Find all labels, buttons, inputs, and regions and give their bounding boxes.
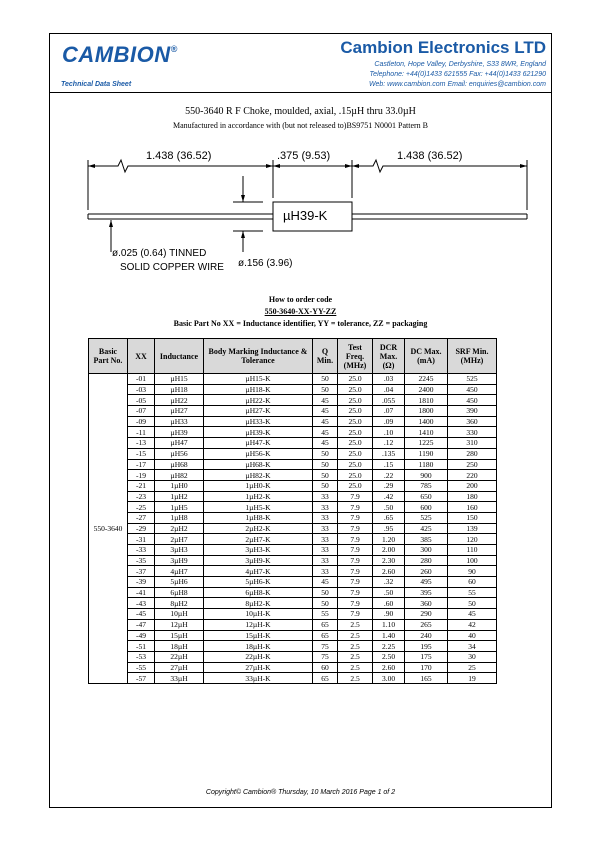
table-row bbox=[89, 577, 497, 588]
table-cell: µH47-K bbox=[204, 438, 313, 449]
table-cell: -51 bbox=[128, 641, 155, 652]
table-cell: 18µH-K bbox=[204, 641, 313, 652]
table-cell: 90 bbox=[448, 566, 497, 577]
table-row bbox=[89, 534, 497, 545]
table-cell: .95 bbox=[373, 523, 405, 534]
col-xx: XX bbox=[128, 339, 155, 374]
table-cell: 1µH8 bbox=[155, 512, 204, 523]
table-cell: 120 bbox=[448, 534, 497, 545]
table-cell: 2.60 bbox=[373, 566, 405, 577]
table-cell: 50 bbox=[313, 459, 338, 470]
table-cell: 25.0 bbox=[338, 406, 373, 417]
table-cell: 2.5 bbox=[338, 673, 373, 684]
table-cell: 33 bbox=[313, 566, 338, 577]
table-cell: 75 bbox=[313, 651, 338, 662]
table-row bbox=[89, 406, 497, 417]
table-cell: -13 bbox=[128, 438, 155, 449]
table-cell: 25.0 bbox=[338, 416, 373, 427]
table-cell: -25 bbox=[128, 502, 155, 513]
page-footer: Copyright© Cambion® Thursday, 10 March 2016 Page 1 of 2 bbox=[205, 789, 396, 796]
table-cell: 425 bbox=[405, 523, 448, 534]
table-cell: 280 bbox=[448, 448, 497, 459]
table-cell: 2µH7-K bbox=[204, 534, 313, 545]
table-cell: 19 bbox=[448, 673, 497, 684]
table-cell: 330 bbox=[448, 427, 497, 438]
table-cell: -43 bbox=[128, 598, 155, 609]
table-row bbox=[89, 512, 497, 523]
lead-length-right: 1.438 (36.52) bbox=[397, 150, 463, 162]
table-cell: 25 bbox=[448, 662, 497, 673]
table-cell: 1800 bbox=[405, 406, 448, 417]
table-cell: 785 bbox=[405, 480, 448, 491]
table-row bbox=[89, 427, 497, 438]
body-length: .375 (9.53) bbox=[277, 150, 331, 162]
table-cell: .10 bbox=[373, 427, 405, 438]
table-cell: 2.5 bbox=[338, 662, 373, 673]
table-cell: 42 bbox=[448, 619, 497, 630]
table-cell: 30 bbox=[448, 651, 497, 662]
table-cell: 27µH bbox=[155, 662, 204, 673]
table-row bbox=[89, 619, 497, 630]
table-header-row bbox=[89, 339, 497, 374]
table-cell: -39 bbox=[128, 577, 155, 588]
table-cell: -01 bbox=[128, 374, 155, 385]
sheet-label: Technical Data Sheet bbox=[61, 81, 132, 88]
table-cell: .03 bbox=[373, 374, 405, 385]
table-cell: 2µH2-K bbox=[204, 523, 313, 534]
col-dcr: DCR Max. (Ω) bbox=[373, 339, 405, 374]
table-cell: 45 bbox=[313, 395, 338, 406]
table-cell: 10µH-K bbox=[204, 609, 313, 620]
table-cell: .055 bbox=[373, 395, 405, 406]
table-cell: 139 bbox=[448, 523, 497, 534]
table-cell: 25.0 bbox=[338, 374, 373, 385]
table-cell: 33µH bbox=[155, 673, 204, 684]
table-row bbox=[89, 662, 497, 673]
table-cell: 50 bbox=[313, 587, 338, 598]
table-cell: 45 bbox=[313, 406, 338, 417]
table-cell: 7.9 bbox=[338, 555, 373, 566]
table-cell: .42 bbox=[373, 491, 405, 502]
table-cell: 50 bbox=[448, 598, 497, 609]
table-cell: -47 bbox=[128, 619, 155, 630]
table-cell: 1.10 bbox=[373, 619, 405, 630]
table-cell: 25.0 bbox=[338, 470, 373, 481]
table-row bbox=[89, 459, 497, 470]
table-cell: 2µH7 bbox=[155, 534, 204, 545]
table-cell: 2.5 bbox=[338, 651, 373, 662]
table-cell: 45 bbox=[313, 577, 338, 588]
table-cell: 25.0 bbox=[338, 384, 373, 395]
table-row bbox=[89, 673, 497, 684]
table-cell: -35 bbox=[128, 555, 155, 566]
table-cell: 7.9 bbox=[338, 566, 373, 577]
table-cell: 22µH bbox=[155, 651, 204, 662]
table-cell: 525 bbox=[405, 512, 448, 523]
body-diameter: ø.156 (3.96) bbox=[238, 258, 293, 269]
table-cell: µH22-K bbox=[204, 395, 313, 406]
table-cell: 600 bbox=[405, 502, 448, 513]
table-row bbox=[89, 480, 497, 491]
table-row bbox=[89, 555, 497, 566]
table-cell: 1µH2-K bbox=[204, 491, 313, 502]
table-cell: 2.60 bbox=[373, 662, 405, 673]
table-cell: 15µH bbox=[155, 630, 204, 641]
table-cell: 50 bbox=[313, 448, 338, 459]
order-code: 550-3640-XX-YY-ZZ bbox=[264, 307, 337, 316]
table-cell: 8µH2-K bbox=[204, 598, 313, 609]
table-cell: 25.0 bbox=[338, 438, 373, 449]
table-cell: 3µH9-K bbox=[204, 555, 313, 566]
table-row bbox=[89, 470, 497, 481]
table-cell: .29 bbox=[373, 480, 405, 491]
table-cell: 25.0 bbox=[338, 427, 373, 438]
address-line: Castleton, Hope Valley, Derbyshire, S33 8WR, England bbox=[374, 61, 546, 68]
table-cell: 50 bbox=[313, 598, 338, 609]
col-inductance: Inductance bbox=[155, 339, 204, 374]
table-cell: 33 bbox=[313, 545, 338, 556]
order-heading: How to order code bbox=[268, 295, 333, 304]
table-cell: -19 bbox=[128, 470, 155, 481]
table-cell: .22 bbox=[373, 470, 405, 481]
table-cell: 1µH0 bbox=[155, 480, 204, 491]
table-cell: 10µH bbox=[155, 609, 204, 620]
table-cell: -11 bbox=[128, 427, 155, 438]
table-cell: µH82-K bbox=[204, 470, 313, 481]
table-cell: 1190 bbox=[405, 448, 448, 459]
table-cell: µH27-K bbox=[204, 406, 313, 417]
table-cell: 33 bbox=[313, 523, 338, 534]
table-row bbox=[89, 374, 497, 385]
table-cell: µH27 bbox=[155, 406, 204, 417]
table-cell: 175 bbox=[405, 651, 448, 662]
table-cell: 50 bbox=[313, 480, 338, 491]
table-cell: 395 bbox=[405, 587, 448, 598]
table-cell: 7.9 bbox=[338, 534, 373, 545]
web-line: Web: www.cambion.com Email: enquiries@cambion.com bbox=[369, 81, 546, 88]
table-cell: -31 bbox=[128, 534, 155, 545]
page-subtitle: Manufactured in accordance with (but not released to)BS9751 N0001 Pattern B bbox=[172, 121, 429, 130]
table-row bbox=[89, 545, 497, 556]
table-cell: 7.9 bbox=[338, 502, 373, 513]
table-cell: 2400 bbox=[405, 384, 448, 395]
table-cell: 7.9 bbox=[338, 577, 373, 588]
table-cell: µH39 bbox=[155, 427, 204, 438]
table-cell: .12 bbox=[373, 438, 405, 449]
table-cell: -15 bbox=[128, 448, 155, 459]
table-cell: 2.5 bbox=[338, 641, 373, 652]
table-cell: 200 bbox=[448, 480, 497, 491]
cambion-logo: CAMBION® bbox=[62, 42, 178, 67]
table-cell: 160 bbox=[448, 502, 497, 513]
table-cell: 33 bbox=[313, 512, 338, 523]
table-cell: 3µH3 bbox=[155, 545, 204, 556]
table-cell: 65 bbox=[313, 630, 338, 641]
table-cell: 55 bbox=[448, 587, 497, 598]
basic-part-cell: 550-3640 bbox=[89, 374, 128, 684]
table-cell: 1µH5-K bbox=[204, 502, 313, 513]
table-row bbox=[89, 609, 497, 620]
table-cell: .32 bbox=[373, 577, 405, 588]
table-cell: µH22 bbox=[155, 395, 204, 406]
parts-table bbox=[88, 338, 497, 684]
table-cell: 360 bbox=[448, 416, 497, 427]
table-cell: 4µH7 bbox=[155, 566, 204, 577]
order-explain: Basic Part No XX = Inductance identifier, YY = tolerance, ZZ = packaging bbox=[173, 319, 428, 328]
table-cell: 250 bbox=[448, 459, 497, 470]
table-cell: 260 bbox=[405, 566, 448, 577]
table-cell: 1400 bbox=[405, 416, 448, 427]
company-name: Cambion Electronics LTD bbox=[340, 38, 546, 57]
table-cell: 50 bbox=[313, 384, 338, 395]
page-title: 550-3640 R F Choke, moulded, axial, .15µH thru 33.0µH bbox=[185, 106, 416, 117]
table-cell: 1µH2 bbox=[155, 491, 204, 502]
table-cell: 7.9 bbox=[338, 523, 373, 534]
table-cell: -49 bbox=[128, 630, 155, 641]
table-row bbox=[89, 502, 497, 513]
table-row bbox=[89, 448, 497, 459]
table-cell: 2.5 bbox=[338, 619, 373, 630]
table-cell: -27 bbox=[128, 512, 155, 523]
table-cell: 2.25 bbox=[373, 641, 405, 652]
table-cell: -37 bbox=[128, 566, 155, 577]
table-cell: 6µH8 bbox=[155, 587, 204, 598]
table-cell: 25.0 bbox=[338, 448, 373, 459]
wire-spec-line1: ø.025 (0.64) TINNED bbox=[112, 248, 207, 259]
table-cell: 6µH8-K bbox=[204, 587, 313, 598]
table-cell: -03 bbox=[128, 384, 155, 395]
table-cell: 34 bbox=[448, 641, 497, 652]
table-cell: 385 bbox=[405, 534, 448, 545]
table-cell: -29 bbox=[128, 523, 155, 534]
table-cell: 1180 bbox=[405, 459, 448, 470]
table-row bbox=[89, 416, 497, 427]
table-cell: 12µH-K bbox=[204, 619, 313, 630]
table-cell: 150 bbox=[448, 512, 497, 523]
table-cell: 900 bbox=[405, 470, 448, 481]
table-cell: -33 bbox=[128, 545, 155, 556]
table-cell: 22µH-K bbox=[204, 651, 313, 662]
table-cell: 1µH0-K bbox=[204, 480, 313, 491]
table-cell: .15 bbox=[373, 459, 405, 470]
table-cell: .50 bbox=[373, 502, 405, 513]
table-row bbox=[89, 438, 497, 449]
table-row bbox=[89, 598, 497, 609]
table-cell: 45 bbox=[313, 416, 338, 427]
table-row bbox=[89, 641, 497, 652]
table-cell: 50 bbox=[313, 470, 338, 481]
table-cell: µH33 bbox=[155, 416, 204, 427]
table-cell: 390 bbox=[448, 406, 497, 417]
table-cell: 7.9 bbox=[338, 545, 373, 556]
table-cell: 60 bbox=[448, 577, 497, 588]
table-cell: 12µH bbox=[155, 619, 204, 630]
table-cell: .65 bbox=[373, 512, 405, 523]
table-cell: 2.30 bbox=[373, 555, 405, 566]
table-cell: µH33-K bbox=[204, 416, 313, 427]
table-cell: µH39-K bbox=[204, 427, 313, 438]
table-cell: 7.9 bbox=[338, 491, 373, 502]
wire-spec-line2: SOLID COPPER WIRE bbox=[120, 262, 224, 273]
col-dc-max: DC Max. (mA) bbox=[405, 339, 448, 374]
table-cell: 180 bbox=[448, 491, 497, 502]
table-cell: 290 bbox=[405, 609, 448, 620]
table-cell: 7.9 bbox=[338, 587, 373, 598]
table-cell: .09 bbox=[373, 416, 405, 427]
table-row bbox=[89, 630, 497, 641]
table-cell: µH68 bbox=[155, 459, 204, 470]
phone-line: Telephone: +44(0)1433 621555 Fax: +44(0)1433 621290 bbox=[369, 71, 546, 78]
table-row bbox=[89, 566, 497, 577]
table-cell: 4µH7-K bbox=[204, 566, 313, 577]
table-cell: 170 bbox=[405, 662, 448, 673]
table-cell: -05 bbox=[128, 395, 155, 406]
table-cell: 650 bbox=[405, 491, 448, 502]
table-cell: 7.9 bbox=[338, 512, 373, 523]
table-cell: 450 bbox=[448, 395, 497, 406]
table-cell: .04 bbox=[373, 384, 405, 395]
table-cell: -57 bbox=[128, 673, 155, 684]
table-cell: -09 bbox=[128, 416, 155, 427]
table-cell: 27µH-K bbox=[204, 662, 313, 673]
table-cell: 7.9 bbox=[338, 609, 373, 620]
table-cell: 45 bbox=[448, 609, 497, 620]
table-cell: 2.00 bbox=[373, 545, 405, 556]
table-cell: µH56 bbox=[155, 448, 204, 459]
table-cell: 25.0 bbox=[338, 459, 373, 470]
table-cell: 60 bbox=[313, 662, 338, 673]
table-cell: 33 bbox=[313, 534, 338, 545]
table-cell: 5µH6-K bbox=[204, 577, 313, 588]
table-cell: 8µH2 bbox=[155, 598, 204, 609]
table-cell: 33 bbox=[313, 502, 338, 513]
table-cell: µH18-K bbox=[204, 384, 313, 395]
table-cell: .07 bbox=[373, 406, 405, 417]
table-cell: 33 bbox=[313, 491, 338, 502]
table-cell: 2µH2 bbox=[155, 523, 204, 534]
table-cell: .50 bbox=[373, 587, 405, 598]
table-cell: -21 bbox=[128, 480, 155, 491]
table-cell: µH56-K bbox=[204, 448, 313, 459]
table-cell: 240 bbox=[405, 630, 448, 641]
table-cell: -55 bbox=[128, 662, 155, 673]
table-cell: 3µH9 bbox=[155, 555, 204, 566]
table-row bbox=[89, 523, 497, 534]
table-cell: 18µH bbox=[155, 641, 204, 652]
table-row bbox=[89, 384, 497, 395]
table-cell: µH15 bbox=[155, 374, 204, 385]
table-cell: 360 bbox=[405, 598, 448, 609]
body-marking: µH39-K bbox=[283, 208, 328, 223]
table-cell: 2.50 bbox=[373, 651, 405, 662]
table-row bbox=[89, 651, 497, 662]
table-cell: -41 bbox=[128, 587, 155, 598]
table-cell: 45 bbox=[313, 427, 338, 438]
table-cell: 2.5 bbox=[338, 630, 373, 641]
table-cell: 40 bbox=[448, 630, 497, 641]
table-cell: 310 bbox=[448, 438, 497, 449]
table-cell: 15µH-K bbox=[204, 630, 313, 641]
table-cell: 50 bbox=[313, 374, 338, 385]
table-cell: .60 bbox=[373, 598, 405, 609]
table-cell: -23 bbox=[128, 491, 155, 502]
table-cell: µH18 bbox=[155, 384, 204, 395]
table-cell: 100 bbox=[448, 555, 497, 566]
col-test-freq: Test Freq. (MHz) bbox=[338, 339, 373, 374]
table-cell: 25.0 bbox=[338, 480, 373, 491]
table-row bbox=[89, 395, 497, 406]
table-cell: 55 bbox=[313, 609, 338, 620]
col-basic-part: Basic Part No. bbox=[89, 339, 128, 374]
table-cell: 165 bbox=[405, 673, 448, 684]
table-cell: 1225 bbox=[405, 438, 448, 449]
lead-length-left: 1.438 (36.52) bbox=[146, 150, 212, 162]
col-srf: SRF Min. (MHz) bbox=[448, 339, 497, 374]
table-cell: 25.0 bbox=[338, 395, 373, 406]
table-cell: 3µH3-K bbox=[204, 545, 313, 556]
table-cell: .90 bbox=[373, 609, 405, 620]
table-cell: 33µH-K bbox=[204, 673, 313, 684]
table-cell: 195 bbox=[405, 641, 448, 652]
table-cell: 75 bbox=[313, 641, 338, 652]
table-cell: µH47 bbox=[155, 438, 204, 449]
table-cell: 220 bbox=[448, 470, 497, 481]
table-row bbox=[89, 491, 497, 502]
table-cell: 450 bbox=[448, 384, 497, 395]
table-cell: 1.40 bbox=[373, 630, 405, 641]
table-cell: 1.20 bbox=[373, 534, 405, 545]
table-cell: µH82 bbox=[155, 470, 204, 481]
table-cell: 110 bbox=[448, 545, 497, 556]
table-cell: -17 bbox=[128, 459, 155, 470]
table-cell: µH68-K bbox=[204, 459, 313, 470]
table-cell: 280 bbox=[405, 555, 448, 566]
table-cell: 5µH6 bbox=[155, 577, 204, 588]
table-cell: 1µH5 bbox=[155, 502, 204, 513]
table-cell: -53 bbox=[128, 651, 155, 662]
table-cell: 1410 bbox=[405, 427, 448, 438]
table-cell: 65 bbox=[313, 619, 338, 630]
table-cell: 2245 bbox=[405, 374, 448, 385]
table-cell: 495 bbox=[405, 577, 448, 588]
table-cell: 1µH8-K bbox=[204, 512, 313, 523]
table-cell: µH15-K bbox=[204, 374, 313, 385]
table-cell: -07 bbox=[128, 406, 155, 417]
table-cell: 300 bbox=[405, 545, 448, 556]
table-cell: 7.9 bbox=[338, 598, 373, 609]
col-q-min: Q Min. bbox=[313, 339, 338, 374]
table-cell: 1810 bbox=[405, 395, 448, 406]
table-cell: -45 bbox=[128, 609, 155, 620]
col-body-marking: Body Marking Inductance & Tolerance bbox=[204, 339, 313, 374]
table-cell: 33 bbox=[313, 555, 338, 566]
table-row bbox=[89, 587, 497, 598]
table-cell: .135 bbox=[373, 448, 405, 459]
table-cell: 3.00 bbox=[373, 673, 405, 684]
table-cell: 525 bbox=[448, 374, 497, 385]
table-cell: 45 bbox=[313, 438, 338, 449]
table-cell: 65 bbox=[313, 673, 338, 684]
table-cell: 265 bbox=[405, 619, 448, 630]
